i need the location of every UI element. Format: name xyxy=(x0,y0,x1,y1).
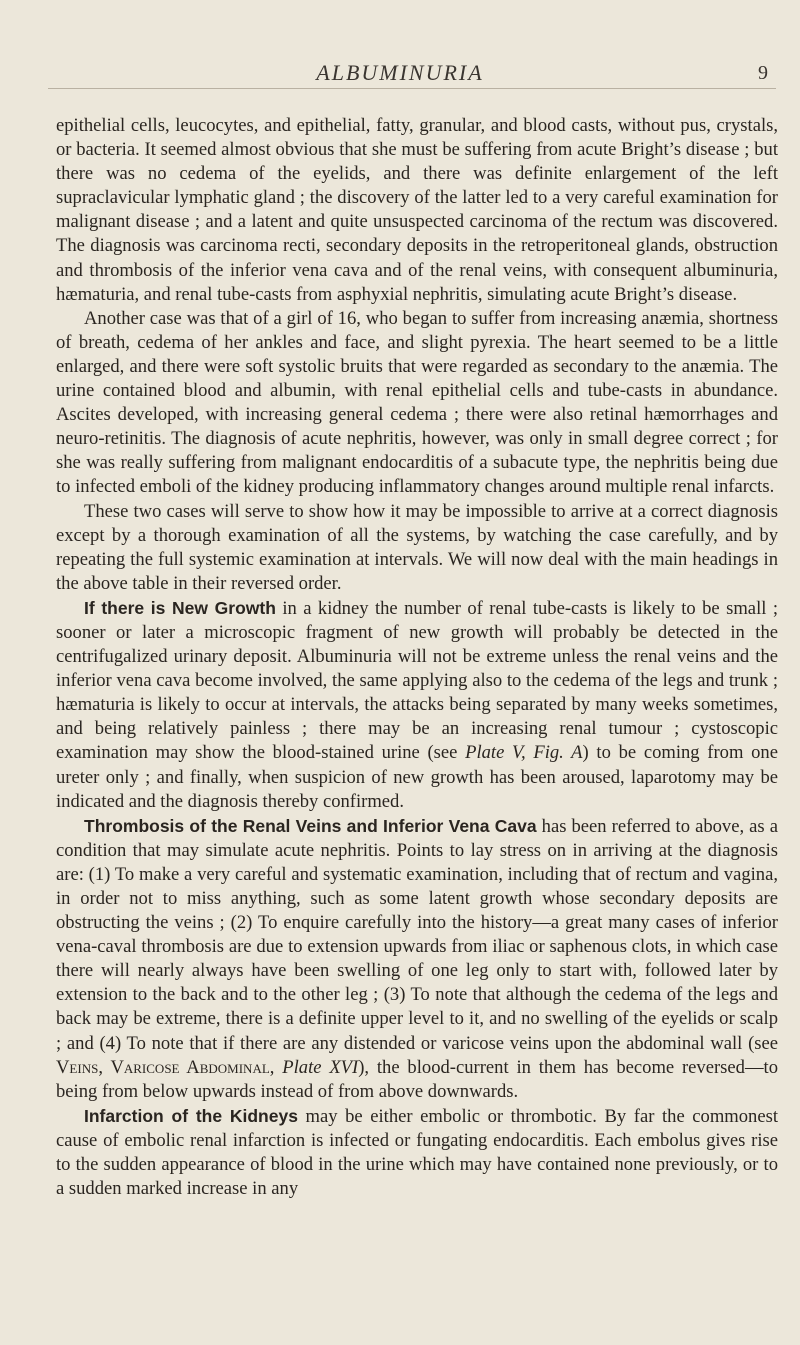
body-text xyxy=(56,114,778,1201)
heading-infarction: Infarction of the Kidneys xyxy=(84,1105,298,1126)
cross-reference: Veins, Varicose Abdominal xyxy=(56,1056,270,1078)
paragraph-infarction-text-1: may be either embolic or thrombotic. By far the commonest cause of embolic renal infarction is infected or fungating endocarditis. Each embolus gives rise to the sudden appearance of blood in the urine which may have contained none previously, or to a sudden marked increase in any xyxy=(56,1105,779,1200)
paragraph-thrombosis-text-2: , xyxy=(269,1056,283,1078)
plate-reference: Plate XVI xyxy=(282,1056,359,1078)
heading-new-growth: If there is New Growth xyxy=(84,597,276,618)
paragraph-new-growth-text-1: in a kidney the number of renal tube-casts is likely to be small ; sooner or later a microscopic fragment of new growth will probably be detected in the centrifugalized urinary deposit. Albuminuria will not be extreme unless the renal veins and the inferior vena cava become involved, the same applying also to the cedema of the legs and trunk ; hæmaturia is likely to occur at intervals, the attacks being separated by many weeks sometimes, and being relatively painless ; there may be an increasing renal tumour ; cystoscopic examination may show the blood-stained urine (see xyxy=(56,597,778,764)
plate-reference: Plate V, Fig. A xyxy=(465,742,583,764)
running-head xyxy=(0,60,800,88)
paragraph-3: These two cases will serve to show how it may be impossible to arrive at a correct diagnosis except by a thorough examination of all the systems, by watching the case carefully, and by repeating the full systemic examination at intervals. We will now deal with the main headings in the above table in their reversed order. xyxy=(56,500,778,594)
paragraph-1: epithelial cells, leucocytes, and epithelial, fatty, granular, and blood casts, without pus, crystals, or bacteria. It seemed almost obvious that she must be suffering from acute Bright’s disease ; but there was no cedema of the eyelids, and there was definite enlargement of the left supraclavicular lymphatic gland ; the discovery of the latter led to a very careful examination for malignant disease ; and a latent and quite unsuspected carcinoma of the rectum was discovered. The diagnosis was carcinoma recti, secondary deposits in the retroperitoneal glands, obstruction and thrombosis of the inferior vena cava and of the renal veins, with consequent albuminuria, hæmaturia, and renal tube-casts from asphyxial nephritis, simulating acute Bright’s disease. xyxy=(56,115,778,305)
heading-thrombosis: Thrombosis of the Renal Veins and Inferior Vena Cava xyxy=(84,815,537,836)
paragraph-infarction xyxy=(56,1104,778,1201)
page-number: 9 xyxy=(758,62,768,84)
paragraph-new-growth-text-2: ) to be coming from one ureter only ; and finally, when suspicion of new growth has been aroused, laparotomy may be indicated and the diagnosis thereby confirmed. xyxy=(56,742,778,812)
paragraph-2: Another case was that of a girl of 16, who began to suffer from increasing anæmia, shortness of breath, cedema of her ankles and face, and slight pyrexia. The heart seemed to be a little enlarged, and there were soft systolic bruits that were regarded as secondary to the anæmia. The urine contained blood and albumin, with renal epithelial cells and tube-casts in abundance. Ascites developed, with increasing general cedema ; there were also retinal hæmorrhages and neuro-retinitis. The diagnosis of acute nephritis, however, was only in small degree correct ; for she was really suffering from malignant endocarditis of a subacute type, the nephritis being due to infected emboli of the kidney producing inflammatory changes around multiple renal infarcts. xyxy=(56,307,778,498)
paragraph-thrombosis-text-3: ), the blood-current in them has become reversed—to being from below upwards instead of from above downwards. xyxy=(56,1056,779,1102)
paragraph-thrombosis-text-1: has been referred to above, as a condition that may simulate acute nephritis. Points to lay stress on in arriving at the diagnosis are: (1) To make a very careful and systematic examination, including that of rectum and vagina, in order not to miss anything, such as some latent growth whose secondary deposits are obstructing the veins ; (2) To enquire carefully into the history—a great many cases of inferior vena-caval thrombosis are due to extension upwards from iliac or saphenous clots, in which case there will nearly always have been swelling of one leg only to start with, followed later by extension to the back and to the other leg ; (3) To note that although the cedema of the legs and back may be extreme, there is a definite upper level to it, and no swelling of the eyelids or scalp ; and (4) To note that if there are any distended or varicose veins upon the abdominal wall (see xyxy=(56,815,778,1054)
paragraph-thrombosis xyxy=(56,814,778,1104)
header-rule xyxy=(48,88,776,89)
paragraph-new-growth xyxy=(56,596,778,814)
running-title: ALBUMINURIA xyxy=(316,60,484,85)
